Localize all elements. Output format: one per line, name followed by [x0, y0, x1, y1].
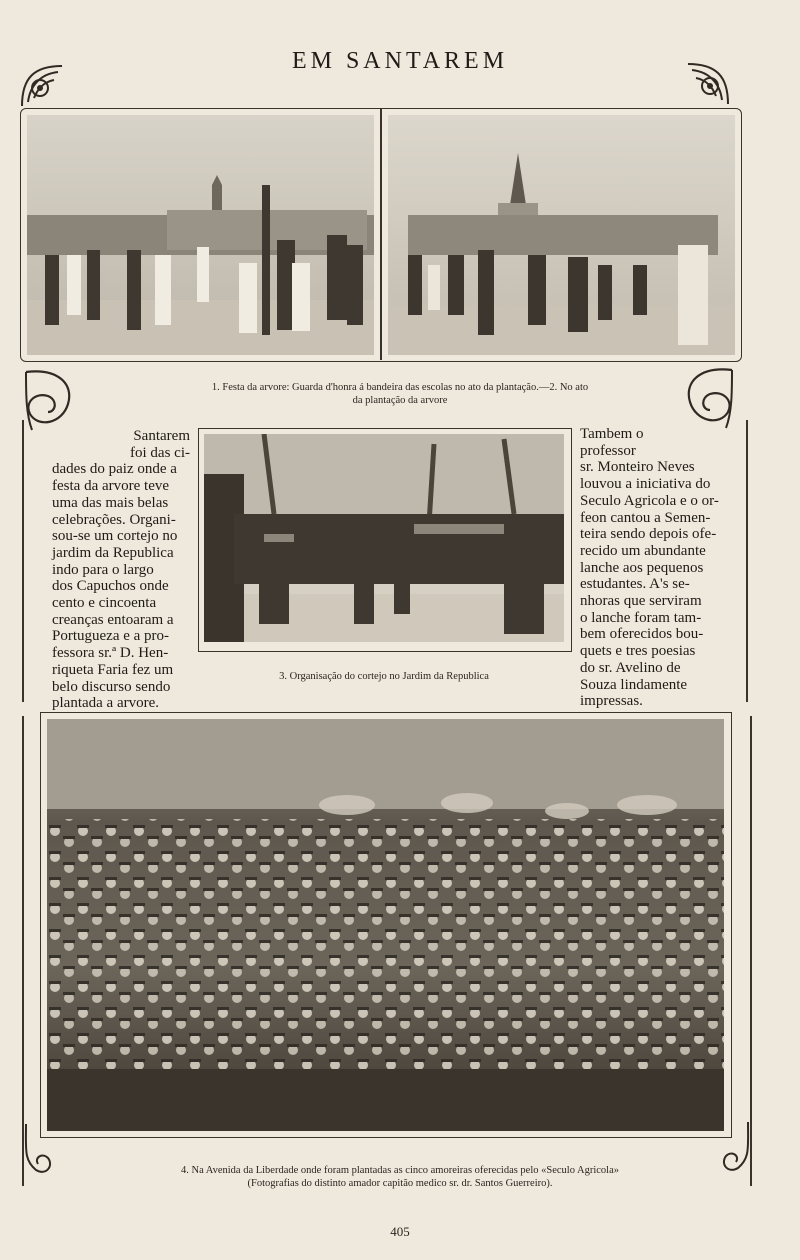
text-line: riqueta Faria fez um [52, 661, 174, 678]
text-line: nhoras que serviram [580, 593, 702, 610]
text-line: professor [580, 442, 636, 459]
text-line: o lanche foram tam- [580, 609, 702, 626]
text-line: estudantes. A's se- [580, 576, 690, 593]
text-line: bem oferecidos bou- [580, 626, 704, 643]
text-line: cento e cincoenta [52, 595, 157, 612]
text-line: quets e tres poesias [580, 643, 696, 660]
caption-line: 4. Na Avenida da Liberdade onde foram plantadas as cinco amoreiras oferecidas pelo «Seculo Agricola» [180, 1165, 619, 1176]
text-line: festa da arvore teve [52, 478, 170, 495]
text-line: dades do paiz onde a [52, 461, 177, 478]
caption-line: (Fotografias do distinto amador capitão medico sr. dr. Santos Guerreiro). [247, 1178, 553, 1189]
caption-line: da plantação da arvore [352, 395, 448, 406]
photo-divider [380, 108, 382, 360]
text-line: belo discurso sendo [52, 678, 171, 695]
corner-ornament-top-left [14, 58, 70, 114]
text-line: Souza lindamente [580, 676, 688, 693]
text-line: louvou a iniciativa do [580, 476, 711, 493]
text-line: impressas. [580, 693, 643, 710]
corner-ornament-top-right [680, 56, 736, 112]
text-line: fessora sr.ª D. Hen- [52, 645, 169, 662]
photo-1-honour-guard [27, 115, 374, 355]
text-line: Santarem [133, 428, 190, 444]
caption-line: 1. Festa da arvore: Guarda d'honra á bandeira das escolas no ato da plantação.—2. No ato [211, 382, 589, 393]
text-line: Seculo Agricola e o or- [580, 492, 719, 509]
text-line: teira sendo depois ofe- [580, 526, 717, 543]
text-line: dos Capuchos onde [52, 578, 169, 595]
frame-line-right-bottom [750, 716, 752, 1186]
text-line: Tambem o [580, 426, 644, 442]
frame-line-right [746, 420, 748, 702]
photo-2-tree-planting [388, 115, 735, 355]
text-line: indo para o largo [52, 561, 154, 578]
text-line: recido um abundante [580, 542, 706, 559]
article-column-left [52, 428, 190, 712]
photo-3-procession [204, 434, 564, 642]
page-title: EM SANTAREM [291, 48, 509, 74]
caption-photo-4 [60, 1164, 740, 1190]
page-number: 405 [390, 1224, 410, 1239]
caption-photo-3: 3. Organisação do cortejo no Jardim da Republica [279, 671, 489, 682]
caption-photos-1-2 [60, 381, 740, 407]
text-line: jardim da Republica [52, 544, 174, 561]
article-column-right [580, 426, 741, 710]
text-line: lanche aos pequenos [580, 559, 704, 576]
frame-line-left-bottom [22, 716, 24, 1186]
text-line: Portugueza e a pro- [52, 628, 170, 645]
text-line: do sr. Avelino de [580, 659, 681, 676]
text-line: sou-se um cortejo no [52, 528, 178, 545]
text-line: foi das ci- [130, 444, 190, 461]
text-line: uma das mais belas [52, 494, 169, 511]
text-line: plantada a arvore. [52, 695, 160, 712]
frame-line-left [22, 420, 24, 702]
photo-4-crowd-avenida [47, 719, 724, 1131]
text-line: celebrações. Organi- [52, 511, 176, 528]
text-line: creanças entoaram a [52, 611, 174, 628]
text-line: feon cantou a Semen- [580, 509, 711, 526]
text-line: sr. Monteiro Neves [580, 459, 695, 476]
